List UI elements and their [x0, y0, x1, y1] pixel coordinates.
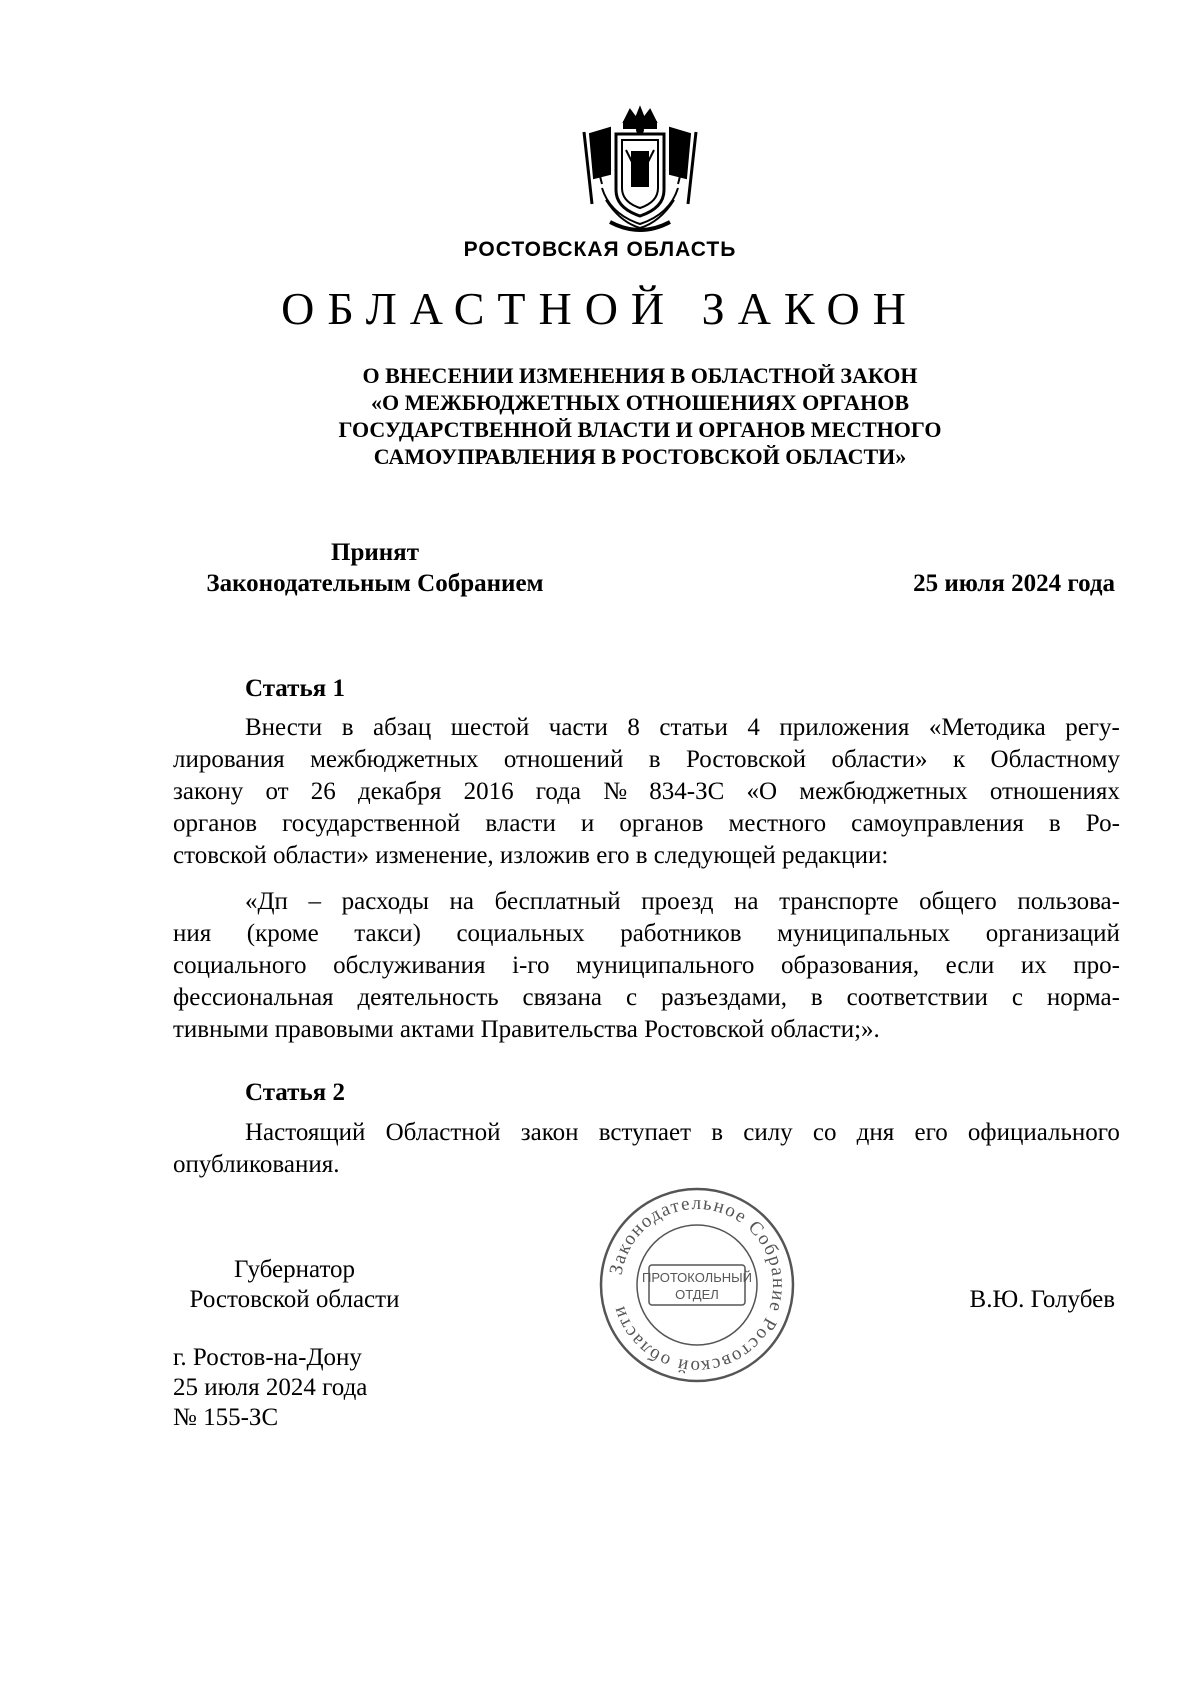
article-1-heading: Статья 1 — [245, 675, 345, 702]
text-line: тивными правовыми актами Правительства Ростовской области;». — [173, 1016, 880, 1043]
text-line: ния (кроме такси) социальных работников муниципальных организаций — [173, 920, 1120, 947]
law-number: № 155-ЗС — [173, 1404, 279, 1431]
signatory-position-line-2: Ростовской области — [189, 1286, 400, 1313]
article-2-paragraph — [173, 1117, 1120, 1181]
region-name: РОСТОВСКАЯ ОБЛАСТЬ — [463, 238, 737, 261]
text-line: лирования межбюджетных отношений в Ростовской области» к Областному — [173, 746, 1120, 773]
law-title-line: «О МЕЖБЮДЖЕТНЫХ ОТНОШЕНИЯХ ОРГАНОВ — [370, 390, 910, 415]
seal-center-line-2: ОТДЕЛ — [675, 1287, 719, 1302]
article-1-paragraph-2 — [173, 886, 1120, 1046]
text-line: опубликования. — [173, 1151, 340, 1178]
seal-center-line-1: ПРОТОКОЛЬНЫЙ — [641, 1270, 753, 1285]
text-line: органов государственной власти и органов местного самоуправления в Ро- — [173, 810, 1120, 837]
article-2-heading: Статья 2 — [245, 1079, 345, 1106]
place-city: г. Ростов-на-Дону — [173, 1344, 362, 1371]
signatory-position-line-1: Губернатор — [233, 1256, 356, 1283]
adoption-line-2: Законодательным Собранием — [206, 570, 544, 597]
text-line: Внести в абзац шестой части 8 статьи 4 приложения «Методика регу- — [245, 714, 1120, 741]
signatory-position — [173, 1255, 416, 1315]
law-title-line: САМОУПРАВЛЕНИЯ В РОСТОВСКОЙ ОБЛАСТИ» — [373, 444, 907, 469]
text-line: закону от 26 декабря 2016 года № 834-ЗС «О межбюджетных отношениях — [173, 778, 1120, 805]
place-date-number — [173, 1343, 367, 1433]
place-date: 25 июля 2024 года — [173, 1374, 368, 1401]
law-title-line: О ВНЕСЕНИИ ИЗМЕНЕНИЯ В ОБЛАСТНОЙ ЗАКОН — [362, 363, 918, 388]
official-seal-stamp — [597, 1185, 797, 1385]
text-line: Настоящий Областной закон вступает в силу со дня его официального — [245, 1119, 1120, 1146]
law-title-line: ГОСУДАРСТВЕННОЙ ВЛАСТИ И ОРГАНОВ МЕСТНОГО — [338, 417, 942, 442]
article-1-paragraph-1 — [173, 712, 1120, 872]
document-type: ОБЛАСТНОЙ ЗАКОН — [281, 283, 919, 334]
adoption-block — [170, 537, 580, 599]
seal-ring-text: Законодательное Собрание Ростовской области — [605, 1192, 790, 1378]
coat-of-arms-icon — [580, 104, 700, 240]
adoption-date: 25 июля 2024 года — [913, 570, 1115, 597]
text-line: фессиональная деятельность связана с разъездами, в соответствии с норма- — [173, 984, 1120, 1011]
text-line: «Дп – расходы на бесплатный проезд на транспорте общего пользова- — [245, 888, 1120, 915]
text-line: стовской области» изменение, изложив его в следующей редакции: — [173, 842, 889, 869]
adoption-line-1: Принят — [331, 539, 419, 566]
text-line: социального обслуживания i-го муниципального образования, если их про- — [173, 952, 1120, 979]
law-title — [160, 362, 1120, 470]
signatory-name: В.Ю. Голубев — [969, 1286, 1115, 1313]
